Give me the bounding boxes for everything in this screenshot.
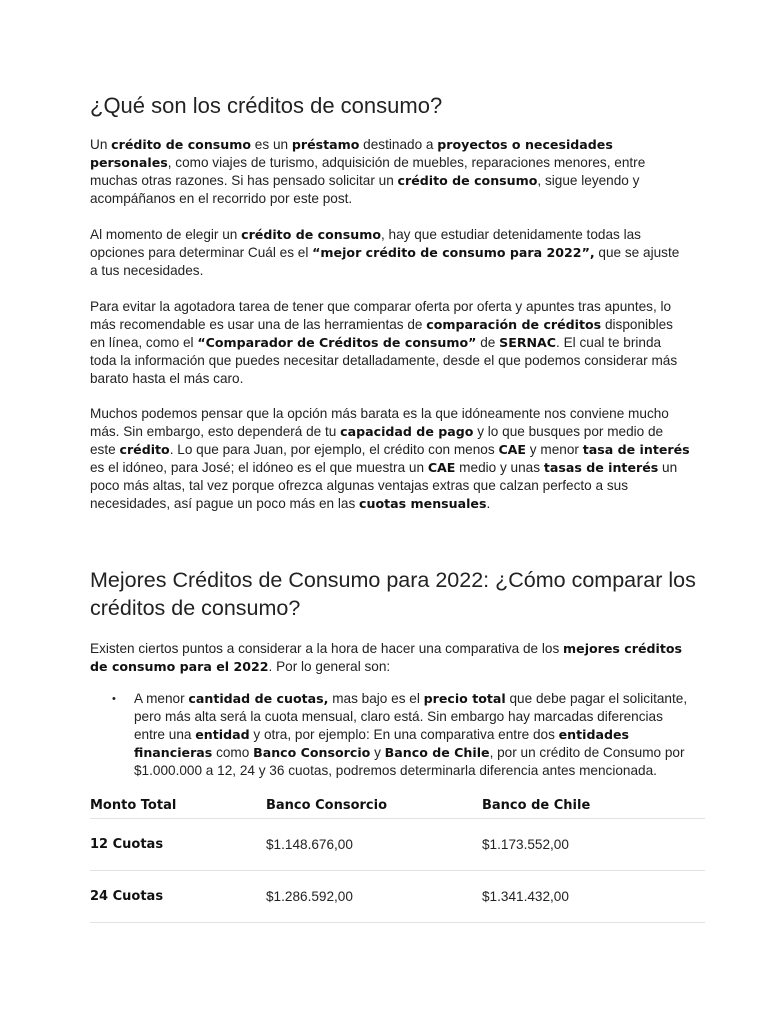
column-header: Banco de Chile	[482, 798, 705, 819]
table-cell: 24 Cuotas	[90, 871, 266, 923]
bold-text: comparación de créditos	[426, 317, 602, 332]
bold-text: proyectos o necesidades personales	[90, 137, 613, 170]
table-cell: 12 Cuotas	[90, 819, 266, 871]
text: Para evitar la agotadora tarea de tener que comparar oferta por oferta y apuntes tras apuntes, lo más recomendable es usar una de las herramientas de	[90, 299, 672, 332]
text: , hay que estudiar detenidamente todas las opciones para determinar Cuál es el	[90, 227, 641, 260]
paragraph-intro	[90, 136, 690, 208]
bullet-list	[90, 690, 690, 780]
text: , como viajes de turismo, adquisición de muebles, reparaciones menores, entre muchas otras razones. Si has pensado solicitar un	[90, 155, 646, 188]
text: A menor	[134, 691, 189, 706]
bold-text: crédito	[119, 442, 170, 457]
text: como	[212, 745, 254, 760]
comparison-table	[90, 798, 705, 923]
bold-text: préstamo	[291, 137, 360, 152]
text: y otra, por ejemplo: En una comparativa entre dos	[249, 727, 559, 742]
bullet-icon: •	[112, 693, 116, 705]
bold-text: cantidad de cuotas,	[188, 691, 329, 706]
column-header: Monto Total	[90, 798, 266, 819]
text: que se ajuste a tus necesidades.	[90, 245, 680, 278]
text: y	[370, 745, 385, 760]
table-header-row	[90, 798, 705, 819]
list-item	[90, 690, 690, 780]
paragraph-comparator	[90, 298, 690, 388]
table-cell: $1.173.552,00	[482, 819, 705, 871]
table-row	[90, 819, 705, 871]
bold-text: capacidad de pago	[340, 424, 474, 439]
bold-text: mejores créditos de consumo para el 2022	[90, 641, 683, 674]
text: y menor	[526, 442, 583, 457]
bold-text: crédito de consumo	[397, 173, 538, 188]
text: . Por lo general son:	[268, 659, 391, 674]
text: y lo que busques por medio de este	[90, 424, 664, 457]
text: mas bajo es el	[328, 691, 424, 706]
bold-text: tasa de interés	[582, 442, 690, 457]
table-cell: $1.286.592,00	[266, 871, 482, 923]
bold-text: Banco Consorcio	[253, 745, 371, 760]
text: es un	[251, 137, 292, 152]
text: Existen ciertos puntos a considerar a la hora de hacer una comparativa de los	[90, 641, 564, 656]
text: Al momento de elegir un	[90, 227, 242, 242]
bold-text: “mejor crédito de consumo para 2022”,	[312, 245, 595, 260]
section-heading: Mejores Créditos de Consumo para 2022: ¿Cómo comparar los créditos de consumo?	[90, 568, 696, 620]
bold-text: tasas de interés	[543, 460, 659, 475]
page-title: ¿Qué son los créditos de consumo?	[90, 93, 443, 118]
text: destinado a	[359, 137, 438, 152]
bold-text: entidad	[195, 727, 250, 742]
column-header: Banco Consorcio	[266, 798, 482, 819]
paragraph-cheapest	[90, 405, 690, 513]
bold-text: crédito de consumo	[241, 227, 381, 242]
text: medio y unas	[455, 460, 544, 475]
bold-text: cuotas mensuales	[359, 496, 487, 511]
text: .	[486, 496, 491, 511]
bold-text: SERNAC	[499, 335, 557, 350]
text: de	[476, 335, 500, 350]
bold-text: CAE	[498, 442, 527, 457]
bold-text: Banco de Chile	[384, 745, 490, 760]
paragraph-choose	[90, 226, 690, 280]
text: Muchos podemos pensar que la opción más barata es la que idóneamente nos conviene mucho más. Sin embargo, esto dependerá de tu	[90, 406, 669, 439]
table-row	[90, 871, 705, 923]
bold-text: “Comparador de Créditos de consumo”	[197, 335, 477, 350]
paragraph-points	[90, 640, 690, 676]
bold-text: CAE	[427, 460, 456, 475]
text: que debe pagar el solicitante, pero más alta será la cuota mensual, claro está. Sin embargo hay marcadas diferencias entre una	[134, 691, 688, 742]
text: , sigue leyendo y acompáñanos en el recorrido por este post.	[90, 173, 640, 206]
table-cell: $1.148.676,00	[266, 819, 482, 871]
table-cell: $1.341.432,00	[482, 871, 705, 923]
text: un poco más altas, tal vez porque ofrezca algunas ventajas extras que calzan perfecto a sus necesidades, así pague un poco más en las	[90, 460, 678, 511]
text: , por un crédito de Consumo por $1.000.000 a 12, 24 y 36 cuotas, podremos determinarla diferencia antes mencionada.	[134, 745, 685, 778]
bold-text: crédito de consumo	[111, 137, 252, 152]
bold-text: entidades financieras	[134, 727, 630, 760]
text: es el idóneo, para José; el idóneo es el que muestra un	[90, 460, 428, 475]
text: Un	[90, 137, 112, 152]
bold-text: precio total	[423, 691, 506, 706]
text: . El cual te brinda toda la información que puedes necesitar detalladamente, desde el que podemos considerar más barato hasta el más caro.	[90, 335, 678, 386]
text: disponibles en línea, como el	[90, 317, 673, 350]
text: . Lo que para Juan, por ejemplo, el crédito con menos	[169, 442, 499, 457]
